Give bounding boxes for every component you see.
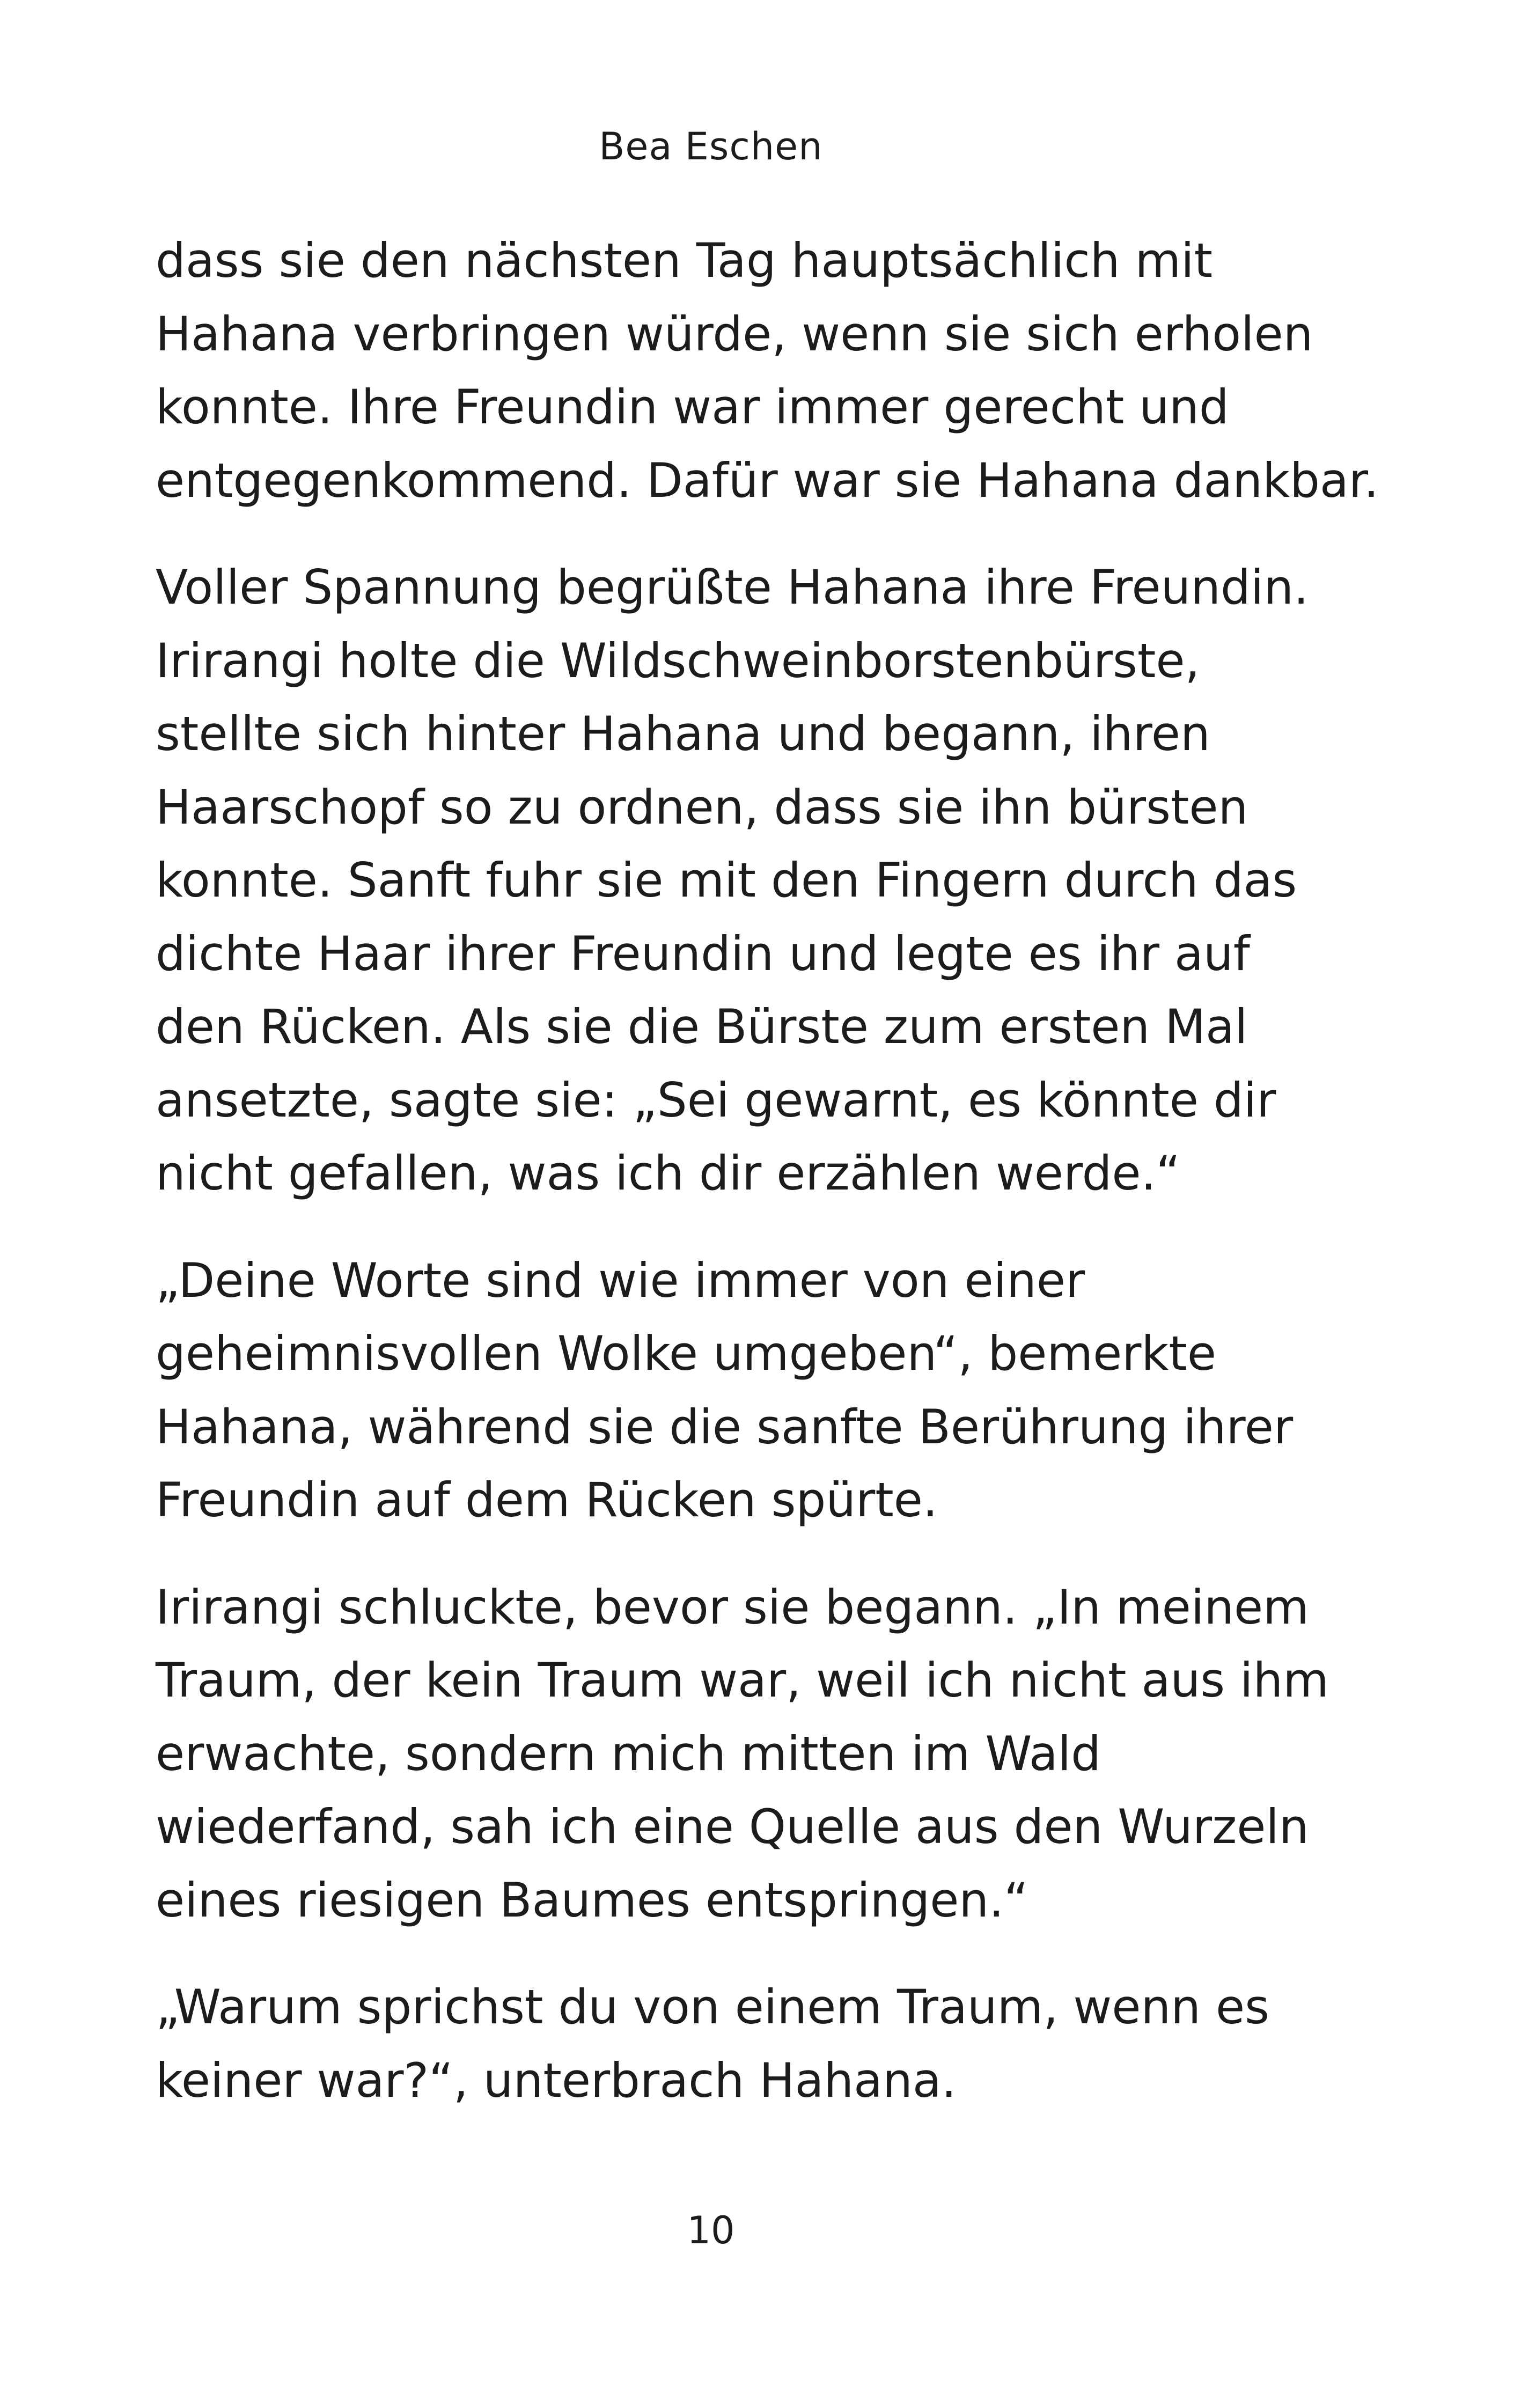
text-line: Hahana verbringen würde, wenn sie sich erholen	[156, 306, 1313, 362]
text-line: nicht gefallen, was ich dir erzählen werde.“	[156, 1146, 1181, 1201]
text-line: konnte. Ihre Freundin war immer gerecht und	[156, 379, 1229, 435]
text-line: Voller Spannung begrüßte Hahana ihre Freundin.	[156, 560, 1309, 615]
text-line: dichte Haar ihrer Freundin und legte es ihr auf	[156, 926, 1250, 981]
text-line: Freundin auf dem Rücken spürte.	[156, 1472, 938, 1528]
text-line: geheimnisvollen Wolke umgeben“, bemerkte	[156, 1326, 1216, 1381]
text-line: ansetzte, sagte sie: „Sei gewarnt, es könnte dir	[156, 1072, 1276, 1128]
text-line: Irirangi holte die Wildschweinborstenbürste,	[156, 633, 1200, 688]
text-line: keiner war?“, unterbrach Hahana.	[156, 2052, 957, 2108]
text-line: dass sie den nächsten Tag hauptsächlich mit	[156, 233, 1213, 288]
text-line: „Warum sprichst du von einem Traum, wenn es	[156, 1979, 1269, 2035]
text-line: erwachte, sondern mich mitten im Wald	[156, 1726, 1101, 1781]
text-line: konnte. Sanft fuhr sie mit den Fingern durch das	[156, 853, 1297, 908]
text-line: stellte sich hinter Hahana und begann, ihren	[156, 706, 1210, 761]
text-line: entgegenkommend. Dafür war sie Hahana dankbar.	[156, 452, 1379, 508]
text-line: wiederfand, sah ich eine Quelle aus den Wurzeln	[156, 1799, 1309, 1854]
paragraph	[156, 551, 1309, 1210]
text-line: eines riesigen Baumes entspringen.“	[156, 1872, 1028, 1928]
page-number: 10	[687, 2208, 735, 2252]
text-line: Traum, der kein Traum war, weil ich nicht aus ihm	[156, 1653, 1329, 1708]
text-line: Hahana, während sie die sanfte Berührung ihrer	[156, 1399, 1294, 1455]
paragraph	[156, 1244, 1309, 1537]
paragraph	[156, 224, 1379, 517]
text-line: Haarschopf so zu ordnen, dass sie ihn bürsten	[156, 779, 1248, 835]
text-line: den Rücken. Als sie die Bürste zum ersten Mal	[156, 999, 1248, 1054]
paragraph	[156, 1971, 1309, 2117]
text-line: „Deine Worte sind wie immer von einer	[156, 1252, 1085, 1308]
text-line: Irirangi schluckte, bevor sie begann. „In meinem	[156, 1579, 1309, 1635]
body-text	[156, 224, 1379, 2151]
paragraph	[156, 1571, 1329, 1937]
running-header-author: Bea Eschen	[599, 124, 823, 168]
